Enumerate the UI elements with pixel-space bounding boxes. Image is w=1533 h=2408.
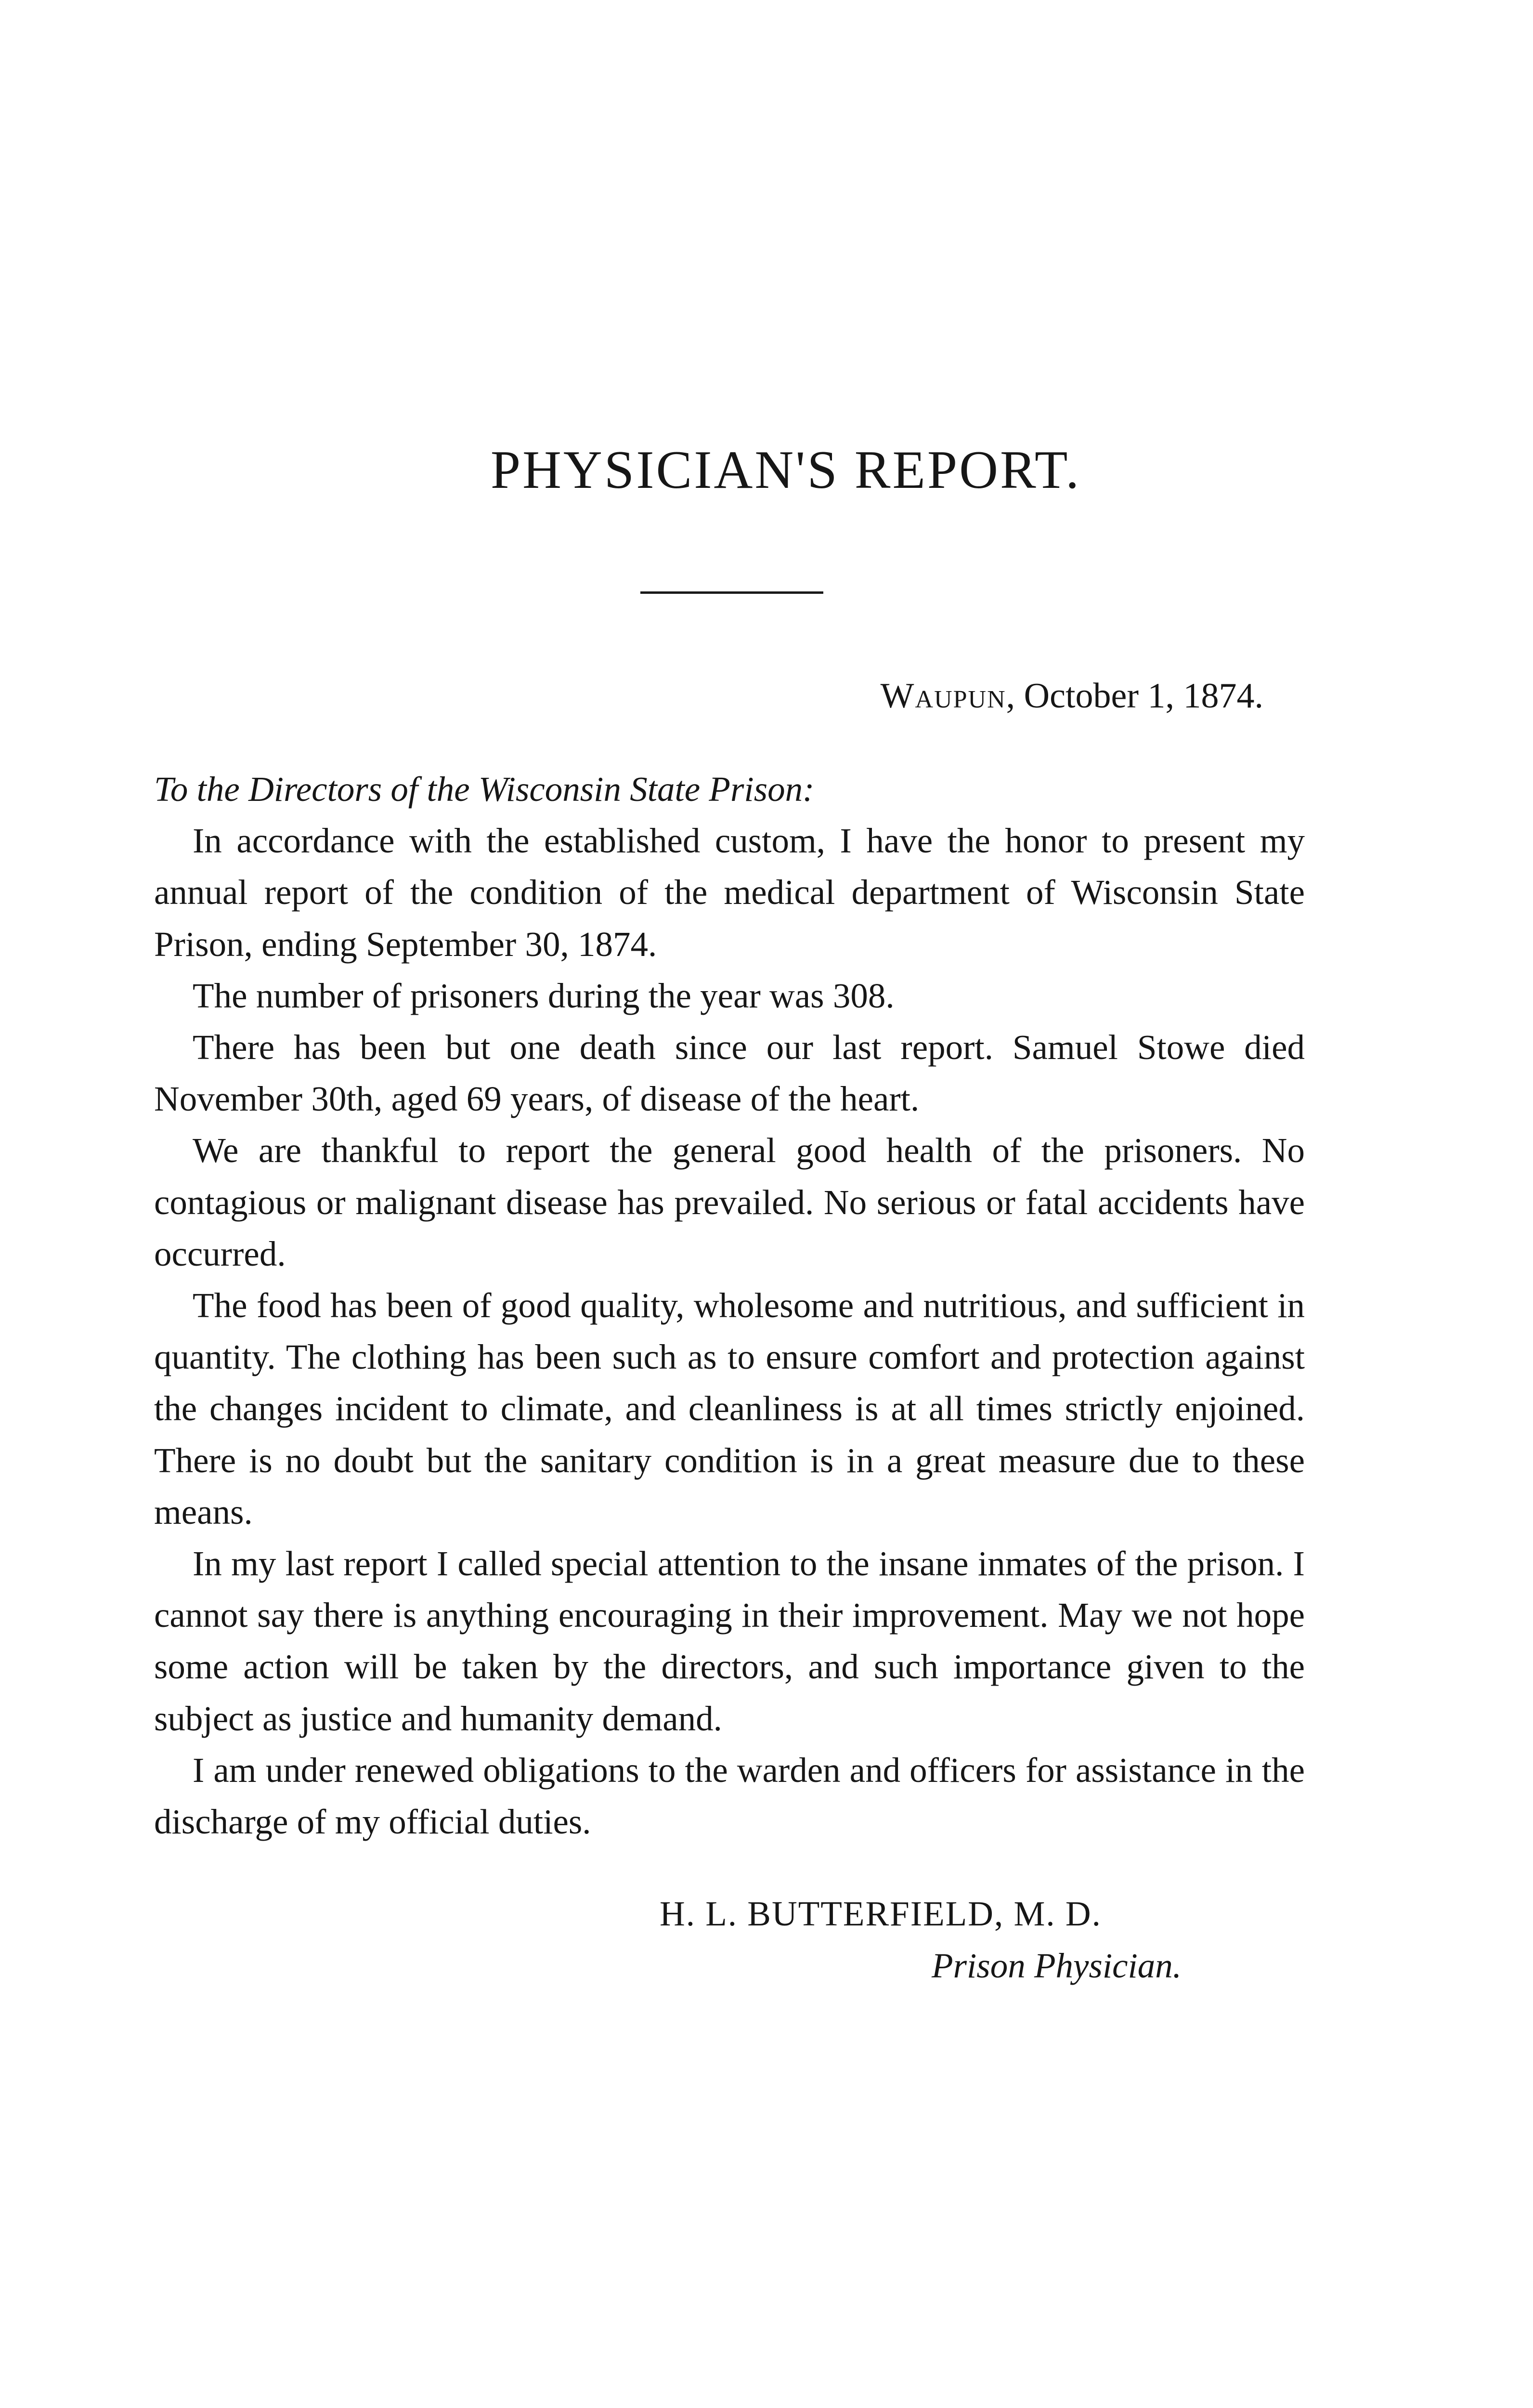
paragraph: I am under renewed obligations to the warden and officers for assistance in the discharge of my official duties. [154,1750,1305,1842]
paragraph: In my last report I called special attention to the insane inmates of the prison. I cannot say there is anything encouraging in their improvement. May we not hope some action will be taken by the directors, and such importance given to the subject as justice and humanity demand. [154,1544,1305,1738]
page-title: PHYSICIAN'S REPORT. [490,440,1081,500]
letter-body [154,763,1305,1847]
title-divider [640,591,823,594]
salutation: To the Directors of the Wisconsin State Prison: [154,770,815,809]
paragraph: The food has been of good quality, wholesome and nutritious, and sufficient in quantity. The clothing has been such as to ensure comfort and protection against the changes incident to climate, and cleanliness is at all times strictly enjoined. There is no doubt but the sanitary condition is in a great measure due to these means. [154,1286,1305,1531]
dateline-place: Waupun [880,676,1006,716]
dateline [881,678,1263,714]
paragraph: We are thankful to report the general good health of the prisoners. No contagious or malignant disease has prevailed. No serious or fatal accidents have occurred. [154,1131,1305,1273]
signature-name: H. L. BUTTERFIELD, M. D. [660,1894,1102,1933]
paragraph: The number of prisoners during the year was 308. [193,976,895,1015]
paragraph: There has been but one death since our last report. Samuel Stowe died November 30th, aged 69 years, of disease of the heart. [154,1028,1305,1119]
paragraph: In accordance with the established custom, I have the honor to present my annual report of the condition of the medical department of Wisconsin State Prison, ending September 30, 1874. [154,821,1305,964]
dateline-date: , October 1, 1874. [1006,676,1263,716]
signature-title: Prison Physician. [932,1946,1182,1985]
